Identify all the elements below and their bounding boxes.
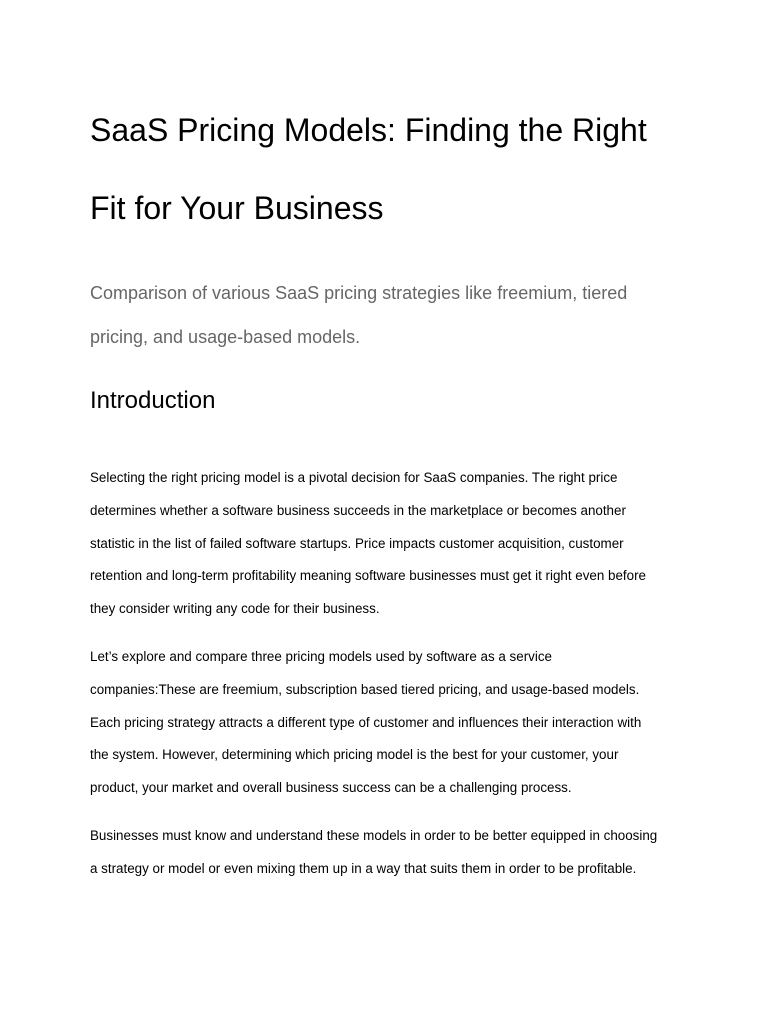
paragraph-3: Businesses must know and understand these models in order to be better equipped in choosing a strategy or model or even mixing them up in a way that suits them in order to be profitable. [90,828,658,876]
paragraph-1: Selecting the right pricing model is a pivotal decision for SaaS companies. The right price determines whether a software business succeeds in the marketplace or becomes another statistic in the list of failed software startups. Price impacts customer acquisition, customer retention and long-term profitability meaning software businesses must get it right even before they consider writing any code for their business. [90,470,647,616]
section-heading-introduction: Introduction [90,387,216,414]
page-subtitle: Comparison of various SaaS pricing strategies like freemium, tiered pricing, and usage-based models. [90,283,628,347]
page-title: SaaS Pricing Models: Finding the Right Fit for Your Business [90,112,647,226]
paragraph-2: Let’s explore and compare three pricing models used by software as a service companies:These are freemium, subscription based tiered pricing, and usage-based models. Each pricing strategy attracts a different type of customer and influences their interaction with the system. However, determining which pricing model is the best for your customer, your product, your market and overall business success can be a challenging process. [90,649,642,795]
